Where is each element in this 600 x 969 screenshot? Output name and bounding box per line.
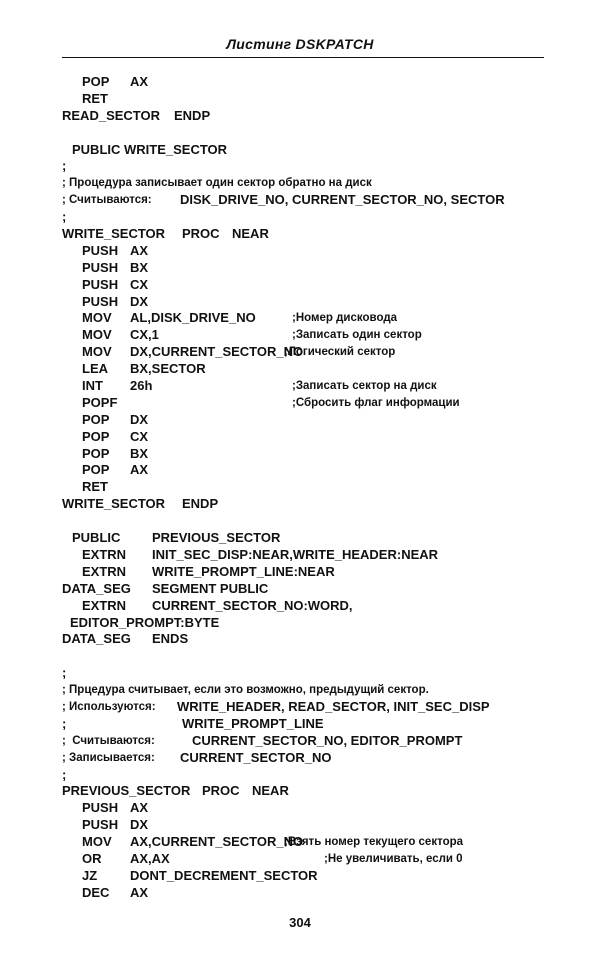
code-label-or-opcode: ; Процедура записывает один сектор обратно на диск	[62, 177, 372, 190]
code-line	[62, 108, 562, 125]
code-line	[62, 378, 562, 395]
code-operand: INIT_SEC_DISP:NEAR,WRITE_HEADER:NEAR	[152, 546, 439, 562]
code-line	[62, 547, 562, 564]
code-label-or-opcode: POP	[82, 411, 110, 427]
code-operand: CX,1	[130, 327, 159, 343]
code-label-or-opcode: LEA	[82, 361, 108, 377]
code-line	[62, 209, 562, 226]
code-label-or-opcode: ; Считываются:	[62, 194, 152, 207]
code-line	[62, 277, 562, 294]
code-operand: DX	[130, 293, 149, 309]
code-operand: PROC	[182, 226, 220, 242]
code-line	[62, 462, 562, 479]
code-operand: PROC	[202, 783, 240, 799]
code-operand: CURRENT_SECTOR_NO	[180, 749, 332, 765]
code-label-or-opcode: POP	[82, 445, 110, 461]
code-label-or-opcode: MOV	[82, 310, 112, 326]
code-label-or-opcode: PUSH	[82, 817, 119, 833]
code-line	[62, 243, 562, 260]
code-label-or-opcode: JZ	[82, 867, 98, 883]
code-label-or-opcode: ;	[62, 209, 67, 225]
code-operand: ENDS	[152, 631, 189, 647]
code-label-or-opcode: DATA_SEG	[62, 631, 131, 647]
code-line	[62, 733, 562, 750]
code-operand: AX,CURRENT_SECTOR_NO	[130, 834, 304, 850]
code-label-or-opcode: POP	[82, 74, 110, 89]
code-label-or-opcode: PUSH	[82, 293, 119, 309]
code-line	[62, 598, 562, 615]
code-label-or-opcode: MOV	[82, 834, 112, 850]
code-label-or-opcode: PREVIOUS_SECTOR	[62, 783, 191, 799]
code-operand: AL,DISK_DRIVE_NO	[130, 310, 256, 326]
code-label-or-opcode: PUBLIC	[72, 530, 121, 546]
code-operand: WRITE_PROMPT_LINE:NEAR	[152, 563, 335, 579]
code-label-or-opcode: READ_SECTOR	[62, 107, 161, 123]
code-line	[62, 192, 562, 209]
code-label-or-opcode: ;	[62, 665, 67, 681]
code-operand: CX	[130, 276, 149, 292]
code-line	[62, 395, 562, 412]
code-operand: BX,SECTOR	[130, 361, 206, 377]
code-operand: ENDP	[174, 107, 211, 123]
code-comment: ;Записать сектор на диск	[292, 380, 437, 393]
code-line	[62, 175, 562, 192]
code-operand: DX,CURRENT_SECTOR_NO	[130, 344, 304, 360]
code-line	[62, 361, 562, 378]
code-operand: AX	[130, 884, 149, 900]
code-line	[62, 496, 562, 513]
code-label-or-opcode: PUBLIC	[72, 141, 121, 157]
code-operand: BX	[130, 259, 149, 275]
code-operand: AX,AX	[130, 850, 170, 866]
header-rule	[62, 57, 544, 58]
code-line	[62, 817, 562, 834]
code-line	[62, 412, 562, 429]
code-label-or-opcode: PUSH	[82, 242, 119, 258]
code-line	[62, 310, 562, 327]
code-comment: ;Записать один сектор	[292, 329, 422, 342]
code-line	[62, 767, 562, 784]
code-label-or-opcode: ;	[62, 158, 67, 174]
code-operand: WRITE_PROMPT_LINE	[182, 715, 324, 731]
code-label-or-opcode: WRITE_SECTOR	[62, 226, 166, 242]
code-operand: AX	[130, 462, 149, 478]
code-comment: ;Не увеличивать, если 0	[324, 852, 463, 865]
page-number: 304	[289, 915, 311, 930]
code-label-or-opcode: DATA_SEG	[62, 580, 131, 596]
code-label-or-opcode: ;	[62, 766, 67, 782]
code-line	[62, 665, 562, 682]
code-line	[62, 158, 562, 175]
code-comment: ;Номер дисковода	[292, 312, 398, 325]
code-comment: NEAR	[232, 226, 269, 242]
code-line	[62, 615, 562, 632]
code-line	[62, 74, 562, 91]
code-operand: WRITE_SECTOR	[124, 141, 228, 157]
code-operand: CURRENT_SECTOR_NO:WORD,	[152, 597, 353, 613]
code-line	[62, 750, 562, 767]
code-label-or-opcode: PUSH	[82, 259, 119, 275]
code-line	[62, 344, 562, 361]
code-line	[62, 851, 562, 868]
code-line	[62, 142, 562, 159]
code-line	[62, 479, 562, 496]
code-operand: CURRENT_SECTOR_NO, EDITOR_PROMPT	[192, 732, 463, 748]
code-operand: DX	[130, 411, 149, 427]
code-operand: BX	[130, 445, 149, 461]
code-label-or-opcode: RET	[82, 479, 108, 495]
code-label-or-opcode: ;	[62, 715, 67, 731]
code-operand: AX	[130, 800, 149, 816]
page-header: Листинг DSKPATCH	[226, 36, 374, 52]
code-label-or-opcode: RET	[82, 90, 108, 106]
code-label-or-opcode: PUSH	[82, 800, 119, 816]
code-line	[62, 530, 562, 547]
code-line	[62, 327, 562, 344]
code-operand: ENDP	[182, 496, 219, 512]
code-line	[62, 564, 562, 581]
code-line	[62, 226, 562, 243]
code-operand: SEGMENT PUBLIC	[152, 580, 269, 596]
code-comment: ;Сбросить флаг информации	[292, 396, 460, 409]
code-operand: CX	[130, 428, 149, 444]
code-line	[62, 783, 562, 800]
code-operand: AX	[130, 74, 149, 89]
code-line	[62, 581, 562, 598]
code-label-or-opcode: EXTRN	[82, 546, 127, 562]
code-line	[62, 446, 562, 463]
code-comment: ;Взять номер текущего сектора	[284, 836, 464, 849]
code-line	[62, 91, 562, 108]
code-operand: PREVIOUS_SECTOR	[152, 530, 281, 546]
code-label-or-opcode: ; Используются:	[62, 700, 156, 713]
code-comment: NEAR	[252, 783, 289, 799]
code-label-or-opcode: POP	[82, 428, 110, 444]
code-label-or-opcode: ; Считываются:	[62, 734, 155, 747]
code-operand: WRITE_HEADER, READ_SECTOR, INIT_SEC_DISP	[177, 698, 490, 714]
code-line	[62, 716, 562, 733]
code-comment: ;Логический сектор	[284, 346, 396, 359]
code-label-or-opcode: PUSH	[82, 276, 119, 292]
code-line	[62, 631, 562, 648]
code-label-or-opcode: EDITOR_PROMPT:BYTE	[70, 614, 220, 630]
code-label-or-opcode: EXTRN	[82, 597, 127, 613]
code-line	[62, 800, 562, 817]
code-line	[62, 834, 562, 851]
code-label-or-opcode: MOV	[82, 327, 112, 343]
code-line	[62, 699, 562, 716]
code-line	[62, 868, 562, 885]
code-label-or-opcode: POPF	[82, 394, 118, 410]
code-line	[62, 125, 562, 142]
code-operand: DX	[130, 817, 149, 833]
code-line	[62, 429, 562, 446]
code-operand: AX	[130, 242, 149, 258]
code-label-or-opcode: DEC	[82, 884, 110, 900]
code-label-or-opcode: ; Записывается:	[62, 751, 155, 764]
code-operand: DONT_DECREMENT_SECTOR	[130, 867, 318, 883]
code-line	[62, 885, 562, 902]
code-label-or-opcode: POP	[82, 462, 110, 478]
code-line	[62, 294, 562, 311]
code-operand: DISK_DRIVE_NO, CURRENT_SECTOR_NO, SECTOR	[180, 192, 505, 208]
code-line	[62, 682, 562, 699]
code-label-or-opcode: INT	[82, 378, 103, 394]
code-label-or-opcode: EXTRN	[82, 563, 127, 579]
code-label-or-opcode: OR	[82, 850, 102, 866]
code-line	[62, 648, 562, 665]
code-label-or-opcode: MOV	[82, 344, 112, 360]
code-line	[62, 260, 562, 277]
code-operand: 26h	[130, 378, 153, 394]
code-listing	[62, 74, 562, 902]
code-label-or-opcode: ; Прцедура считывает, если это возможно, предыдущий сектор.	[62, 684, 429, 697]
code-label-or-opcode: WRITE_SECTOR	[62, 496, 166, 512]
code-line	[62, 513, 562, 530]
